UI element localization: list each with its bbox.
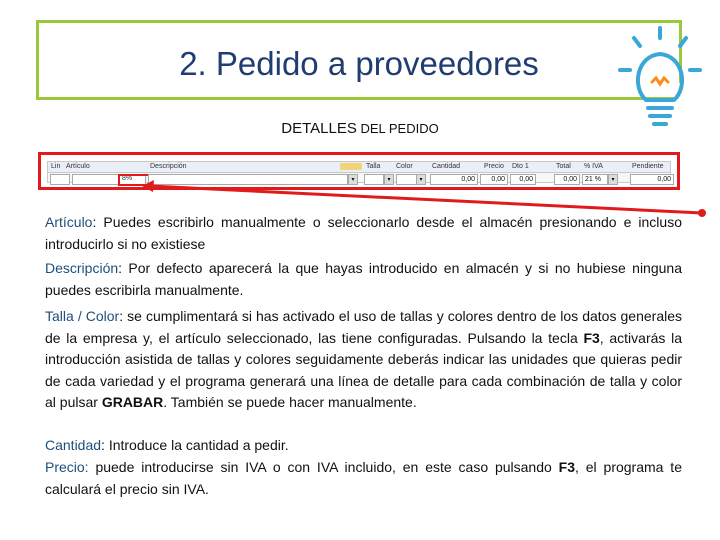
paragraph-talla-color	[45, 306, 682, 414]
color-dropdown[interactable]: ▾	[416, 174, 426, 185]
grid-header	[48, 162, 670, 173]
paragraph-cantidad	[45, 435, 682, 457]
subtitle-big: DETALLES	[281, 120, 357, 137]
col-precio: Precio	[484, 163, 504, 170]
iva-select[interactable]: 21 %	[582, 174, 608, 185]
text-precio-2: , el programa te calculará el precio sin IVA.	[45, 459, 682, 497]
articulo-search-highlight[interactable]	[118, 174, 150, 186]
text-talla-3: . También se puede hacer manualmente.	[163, 394, 417, 410]
col-iva: % IVA	[584, 163, 603, 170]
col-pendiente: Pendiente	[632, 163, 664, 170]
text-precio-1: puede introducirse sin IVA o con IVA incluido, en este caso pulsando	[88, 459, 559, 475]
dto-input[interactable]: 0,00	[510, 174, 536, 185]
col-dto: Dto 1	[512, 163, 529, 170]
label-precio: Precio:	[45, 459, 89, 475]
precio-input[interactable]: 0,00	[480, 174, 508, 185]
total-cell: 0,00	[554, 174, 580, 185]
col-articulo: Artículo	[66, 163, 90, 170]
paragraph-articulo	[45, 212, 682, 255]
paragraph-descripcion	[45, 258, 682, 301]
key-f3: F3	[583, 329, 600, 346]
label-talla-color: Talla / Color	[45, 308, 120, 324]
title-frame	[36, 20, 682, 100]
color-input[interactable]	[396, 174, 418, 185]
cantidad-input[interactable]: 0,00	[430, 174, 478, 185]
articulo-value: 8%	[122, 175, 133, 182]
talla-input[interactable]	[364, 174, 384, 185]
key-f3-precio: F3	[558, 459, 576, 475]
col-total: Total	[556, 163, 571, 170]
detail-grid	[47, 161, 671, 183]
col-lin: Lin	[51, 163, 61, 170]
label-articulo: Artículo	[45, 214, 93, 230]
descripcion-dropdown[interactable]: ▾	[348, 174, 358, 185]
label-cantidad: Cantidad	[45, 437, 102, 453]
iva-dropdown[interactable]: ▾	[608, 174, 618, 185]
col-descripcion: Descripción	[150, 163, 187, 170]
section-subtitle	[0, 120, 720, 137]
text-talla-1: : se cumplimentará si has activado el uso de tallas y colores dentro de los datos generales de la empresa y, el artículo seleccionado, las tiene configuradas. Pulsando la tecla	[45, 308, 683, 346]
text-cantidad: : Introduce la cantidad a pedir.	[101, 437, 289, 453]
header-highlight	[340, 163, 362, 170]
text-descripcion: : Por defecto aparecerá la que hayas introducido en almacén y si no hubiese ninguna puedes escribirla manualmente.	[45, 260, 682, 298]
grabar-label: GRABAR	[101, 394, 164, 410]
label-descripcion: Descripción	[45, 260, 119, 276]
text-talla-2: , activarás la introducción asistida de tallas y colores seguidamente deberás indicar las unidades que quieras pedir de cada variedad y el programa generará una línea de detalle para cada combinación de talla y color al pulsar	[45, 329, 682, 410]
col-talla: Talla	[366, 163, 381, 170]
text-articulo: : Puedes escribirlo manualmente o seleccionarlo desde el almacén presionando e incluso introducirlo si no existiese	[45, 214, 682, 252]
slide-title: 2. Pedido a proveedores	[179, 45, 539, 82]
col-cantidad: Cantidad	[432, 163, 461, 170]
col-color: Color	[396, 163, 413, 170]
subtitle-small: DEL PEDIDO	[356, 121, 439, 136]
paragraph-precio	[45, 457, 682, 500]
descripcion-input[interactable]	[148, 174, 348, 185]
pendiente-cell: 0,00	[630, 174, 674, 185]
talla-dropdown[interactable]: ▾	[384, 174, 394, 185]
order-detail-grid-screenshot	[38, 152, 680, 190]
lightbulb-idea-icon	[612, 22, 708, 132]
